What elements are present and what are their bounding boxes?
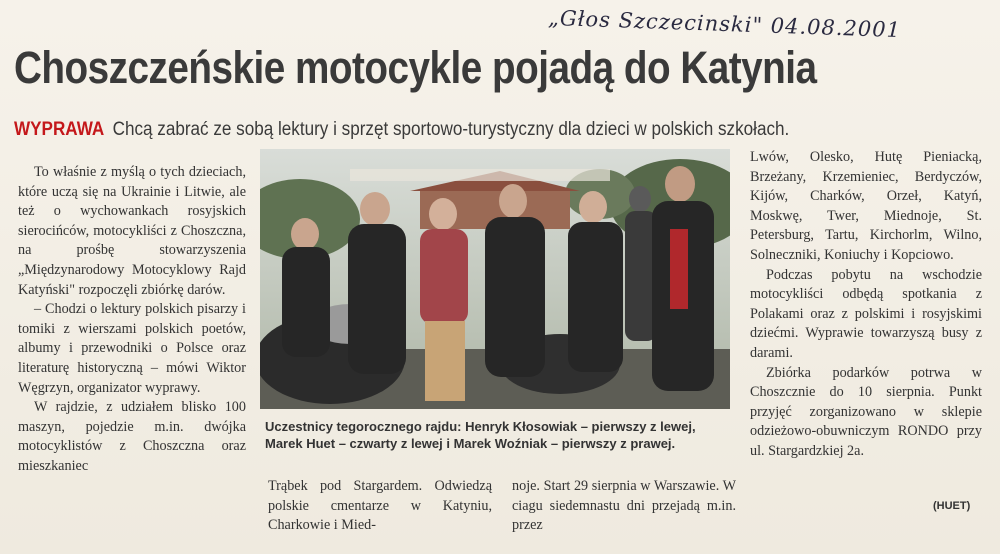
lead-text: Chcą zabrać ze sobą lektury i sprzęt sportowo-turystyczny dla dzieci w polskich szkołach. [112, 119, 790, 140]
article-column-middle-left [268, 477, 492, 536]
photo-illustration [260, 149, 730, 409]
article-column-left [18, 163, 246, 477]
photo-caption: Uczestnicy tegorocznego rajdu: Henryk Kłosowiak – pierwszy z lewej, Marek Huet – czwarty z lewej i Marek Woźniak – pierwszy z prawej. [265, 419, 696, 451]
handwritten-source-date: „Głos Szczecinski" 04.08.2001 [547, 5, 902, 43]
paragraph: Podczas pobytu na wschodzie motocykliści odbędą spotkania z Polakami oraz z polskimi i rosyjskimi dziećmi. Wyprawie towarzyszą busy z darami. [750, 266, 982, 361]
paragraph: Trąbek pod Stargardem. Odwiedzą polskie cmentarze w Katyniu, Charkowie i Mied- [268, 478, 492, 534]
paragraph: Lwów, Olesko, Hutę Pieniacką, Brzeżany, Krzemieniec, Berdyczów, Kijów, Charków, Orzeł, Katyń, Moskwę, Twer, Miednoje, St. Petersburg, Tartu, Kirchorlm, Wilno, Solneczniki, Koniuchy i Kopciowo. [750, 149, 982, 263]
paragraph: noje. Start 29 sierpnia w Warszawie. W ciagu siedemnastu dni przejadą m.in. przez [512, 478, 736, 534]
paragraph: – Chodzi o lektury polskich pisarzy i tomiki z wierszami polskich poetów, albumy i przewodniki o Polsce oraz literaturę historyczną – mówi Wiktor Węgrzyn, organizator wyprawy. [18, 301, 246, 396]
article-column-middle-right [512, 477, 736, 536]
article-column-right [750, 148, 982, 462]
paragraph: To właśnie z myślą o tych dzieciach, które uczą się na Ukrainie i Litwie, ale też o wychowankach rosyjskich sierocińców, motocykliści z Choszczna, na prośbę stowarzyszenia „Międzynarodowy Motocyklowy Rajd Katyński" rozpoczęli zbiórkę darów. [18, 164, 246, 298]
lead-kicker: WYPRAWA [14, 119, 105, 140]
author-signature: (HUET) [933, 500, 971, 512]
article-lead [14, 119, 892, 141]
group-photo [260, 149, 730, 409]
paragraph: W rajdzie, z udziałem blisko 100 maszyn, pojedzie m.in. dwójka motocyklistów z Choszczna oraz mieszkaniec [18, 399, 246, 474]
paragraph: Zbiórka podarków potrwa w Choszcznie do 10 sierpnia. Punkt przyjęć zorganizowano w sklepie odzieżowo-obuwniczym RONDO przy ul. Stargardzkiej 2a. [750, 364, 982, 459]
article-headline: Choszczeńskie motocykle pojadą do Katynia [14, 42, 817, 93]
